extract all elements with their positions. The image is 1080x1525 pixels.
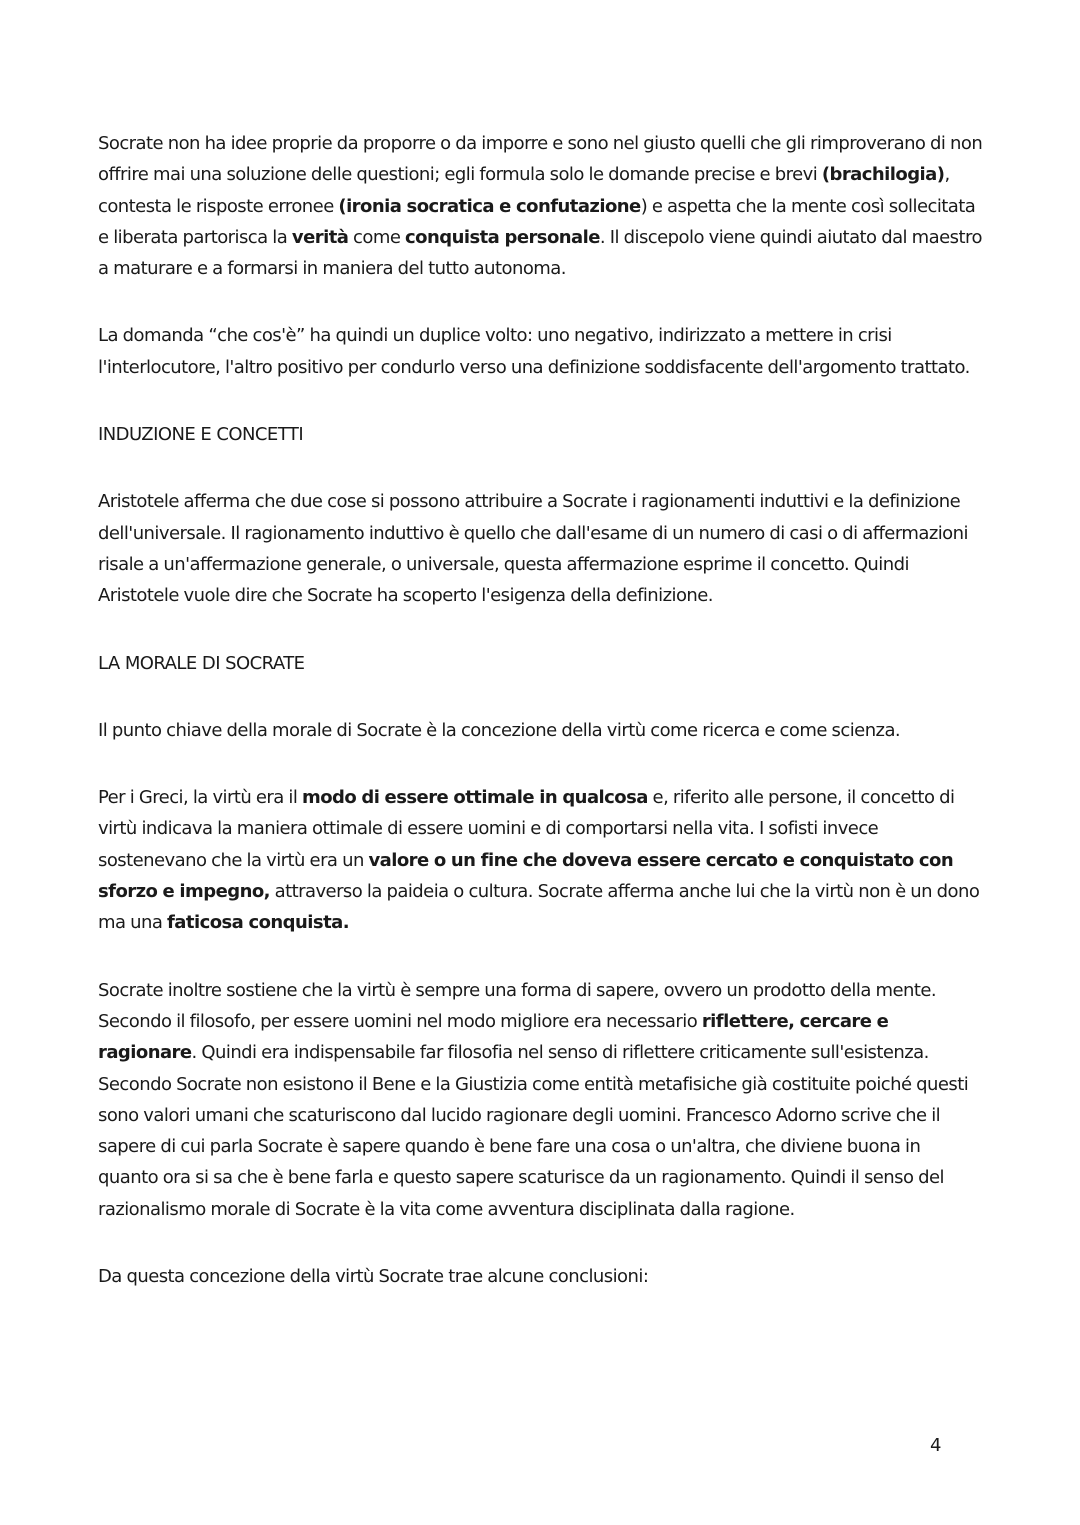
paragraph-maieutica <box>98 128 983 284</box>
paragraph-punto-chiave <box>98 715 983 746</box>
text-run: ) e aspetta che la mente così sollecitata e liberata partorisca la <box>98 195 976 248</box>
bold-text-run: (brachilogia) <box>821 164 945 186</box>
bold-text-run: verità <box>291 226 349 248</box>
bold-text-run: modo di essere ottimale in qualcosa <box>302 787 648 809</box>
bold-text-run: (ironia socratica e confutazione <box>338 195 641 217</box>
text-run: . Il discepolo viene quindi aiutato dal maestro a maturare e a formarsi in maniera del tutto autonoma. <box>98 226 982 280</box>
text-run: La domanda “che cos'è” ha quindi un duplice volto: uno negativo, indirizzato a mettere in crisi l'interlocutore, l'altro positivo per condurlo verso una definizione soddisfacente dell'argomento trattato. <box>98 325 970 378</box>
text-run: Aristotele afferma che due cose si possono attribuire a Socrate i ragionamenti induttivi e la definizione dell'universale. Il ragionamento induttivo è quello che dall'esame di un numero di casi o di affermazioni risale a un'affermazione generale, o universale, questa affermazione esprime il concetto. Quindi Aristotele vuole dire che Socrate ha scoperto l'esigenza della definizione. <box>98 491 968 607</box>
text-run: Da questa concezione della virtù Socrate trae alcune conclusioni: <box>98 1266 649 1288</box>
section-heading-morale: LA MORALE DI SOCRATE <box>98 652 305 674</box>
bold-text-run: conquista personale <box>405 226 600 248</box>
bold-text-run: riflettere, cercare e ragionare <box>98 1010 889 1064</box>
document-page <box>98 128 983 1292</box>
bold-text-run: faticosa conquista. <box>167 912 350 934</box>
text-run: Il punto chiave della morale di Socrate è la concezione della virtù come ricerca e come scienza. <box>98 719 901 741</box>
text-run: attraverso la paideia o cultura. Socrate afferma anche lui che la virtù non è un dono ma una <box>98 881 980 934</box>
text-run: . Quindi era indispensabile far filosofia nel senso di riflettere criticamente sull'esistenza. Secondo Socrate non esistono il Bene e la Giustizia come entità metafisiche già costituite poiché questi sono valori umani che scaturiscono dal lucido ragionare degli uomini. Francesco Adorno scrive che il sapere di cui parla Socrate è sapere quando è bene fare una cosa o un'altra, che diviene buona in quanto ora si sa che è bene farla e questo sapere scaturisce da un ragionamento. Quindi il senso del razionalismo morale di Socrate è la vita come avventura disciplinata dalla ragione. <box>98 1042 969 1220</box>
text-run: come <box>348 226 406 248</box>
section-heading-induzione: INDUZIONE E CONCETTI <box>98 424 304 446</box>
text-run: Per i Greci, la virtù era il <box>98 787 302 809</box>
text-run: e, riferito alle persone, il concetto di virtù indicava la maniera ottimale di essere uomini e di comportarsi nella vita. I sofisti invece sostenevano che la virtù era un <box>98 787 955 871</box>
text-run: Socrate non ha idee proprie da proporre o da imporre e sono nel giusto quelli che gli rimproverano di non offrire mai una soluzione delle questioni; egli formula solo le domande precise e brevi <box>98 133 983 186</box>
paragraph-virtu-greci <box>98 782 983 938</box>
paragraph-virtu-sapere <box>98 975 983 1225</box>
text-run: , contesta le risposte erronee <box>98 164 950 217</box>
text-run: Socrate inoltre sostiene che la virtù è sempre una forma di sapere, ovvero un prodotto della mente. Secondo il filosofo, per essere uomini nel modo migliore era necessario <box>98 979 937 1032</box>
page-number: 4 <box>930 1435 942 1456</box>
paragraph-conclusioni <box>98 1261 983 1292</box>
paragraph-induzione <box>98 486 983 611</box>
paragraph-che-cose <box>98 320 983 383</box>
bold-text-run: valore o un fine che doveva essere cercato e conquistato con sforzo e impegno, <box>98 849 954 903</box>
